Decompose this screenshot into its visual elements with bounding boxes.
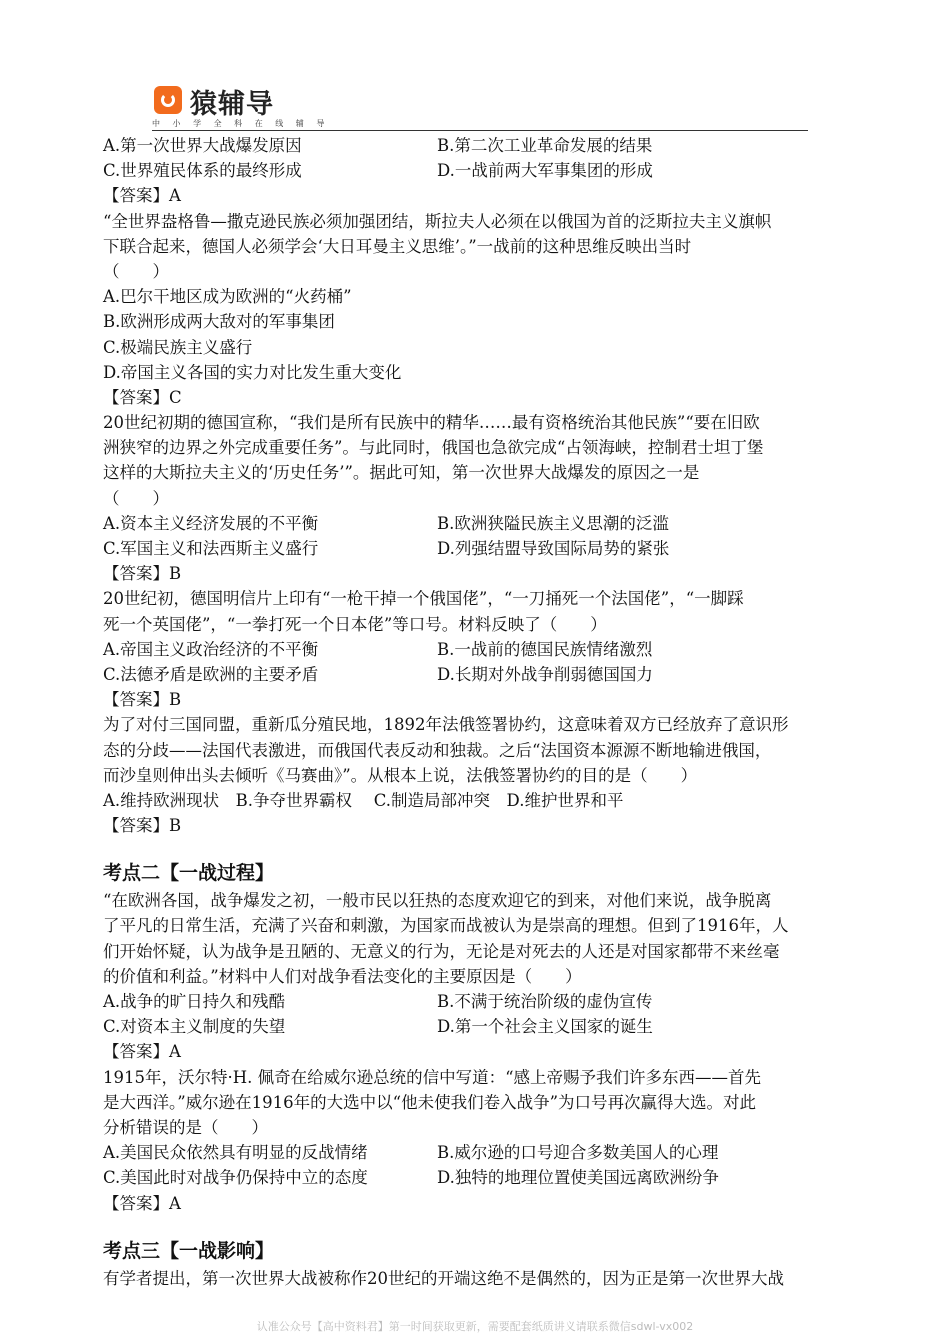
option-c: C.对资本主义制度的失望 <box>103 1017 286 1037</box>
option-a: A.帝国主义政治经济的不平衡 <box>103 639 319 659</box>
question-stem: 态的分歧——法国代表激进，而俄国代表反动和独裁。之后“法国资本源源不断地输进俄国， <box>103 740 772 760</box>
answer: 【答案】B <box>103 816 182 836</box>
option-row <box>103 158 893 183</box>
page-header <box>152 80 812 132</box>
option-a: A.资本主义经济发展的不平衡 <box>103 513 319 533</box>
question-stem: 20世纪初期的德国宣称，“我们是所有民族中的精华……最有资格统治其他民族”“要在旧欧 <box>103 413 760 433</box>
question-stem: “全世界盎格鲁—撒克逊民族必须加强团结，斯拉夫人必须在以俄国为首的泛斯拉夫主义旗帜 <box>103 211 772 231</box>
option-b: B.第二次工业革命发展的结果 <box>437 136 653 155</box>
option-b: B.不满于统治阶级的虚伪宣传 <box>437 992 653 1011</box>
option-a: A.巴尔干地区成为欧洲的“火药桶” <box>103 287 352 307</box>
option-a: A.美国民众依然具有明显的反战情绪 <box>103 1143 368 1163</box>
question-stem: 分析错误的是（ ） <box>103 1117 268 1137</box>
option-d: D.一战前两大军事集团的形成 <box>437 161 653 181</box>
option-row <box>103 133 893 158</box>
option-a: A.第一次世界大战爆发原因 <box>103 136 302 155</box>
option-b: B.欧洲形成两大敌对的军事集团 <box>103 312 335 332</box>
question-stem: （ ） <box>103 261 169 281</box>
option-b: B.欧洲狭隘民族主义思潮的泛滥 <box>437 513 669 533</box>
question-stem: “在欧洲各国，战争爆发之初，一般市民以狂热的态度欢迎它的到来，对他们来说，战争脱离 <box>103 891 772 911</box>
question-stem: 而沙皇则伸出头去倾听《马赛曲》”。从根本上说，法俄签署协约的目的是（ ） <box>103 765 698 785</box>
answer: 【答案】A <box>103 1193 181 1213</box>
option-row <box>103 1014 893 1039</box>
option-row <box>103 511 893 536</box>
option-c: C.世界殖民体系的最终形成 <box>103 161 302 181</box>
option-row <box>103 1165 893 1190</box>
option-row <box>103 662 893 687</box>
option-d: D.长期对外战争削弱德国国力 <box>437 664 653 684</box>
header-divider <box>152 130 808 131</box>
option-c: C.极端民族主义盛行 <box>103 337 253 357</box>
answer: 【答案】B <box>103 690 182 710</box>
question-stem: 了平凡的日常生活，充满了兴奋和刺激，为国家而战被认为是崇高的理想。但到了1916年，人 <box>103 916 789 936</box>
option-row <box>103 637 893 662</box>
logo-subtitle: 中 小 学 全 科 在 线 辅 导 <box>152 119 330 128</box>
option-d: D.独特的地理位置使美国远离欧洲纷争 <box>437 1168 719 1188</box>
option-c: C.法德矛盾是欧洲的主要矛盾 <box>103 664 319 684</box>
option-b: B.一战前的德国民族情绪激烈 <box>437 639 653 659</box>
question-stem: 20世纪初，德国明信片上印有“一枪干掉一个俄国佬”，“一刀捅死一个法国佬”，“一脚踩 <box>103 589 744 609</box>
question-stem: 为了对付三国同盟，重新瓜分殖民地，1892年法俄签署协约，这意味着双方已经放弃了意识形 <box>103 715 789 735</box>
answer: 【答案】A <box>103 1042 181 1062</box>
question-stem: 1915年，沃尔特·H. 佩奇在给威尔逊总统的信中写道：“感上帝赐予我们许多东西——首先 <box>103 1067 762 1087</box>
footer-watermark: 认准公众号【高中资料君】第一时间获取更新，需要配套纸质讲义请联系微信sdwl-vx002 <box>256 1320 694 1333</box>
option-row <box>103 1140 893 1165</box>
question-stem: 有学者提出，第一次世界大战被称作20世纪的开端这绝不是偶然的，因为正是第一次世界大战 <box>103 1268 784 1288</box>
question-stem: 们开始怀疑，认为战争是丑陋的、无意义的行为，无论是对死去的人还是对国家都带不来丝毫 <box>103 941 780 961</box>
section-heading: 考点二【一战过程】 <box>103 862 275 885</box>
answer: 【答案】A <box>103 186 181 206</box>
option-a: A.战争的旷日持久和残酷 <box>103 992 286 1011</box>
question-stem: 这样的大斯拉夫主义的‘历史任务’”。据此可知，第一次世界大战爆发的原因之一是 <box>103 463 700 483</box>
question-stem: 是大西洋。”威尔逊在1916年的大选中以“他未使我们卷入战争”为口号再次赢得大选。对此 <box>103 1092 757 1112</box>
document-body <box>103 133 893 1291</box>
question-stem: 死一个英国佬”，“一拳打死一个日本佬”等口号。材料反映了（ ） <box>103 614 607 634</box>
question-stem: （ ） <box>103 488 169 508</box>
spacer <box>103 838 893 852</box>
option-c: C.美国此时对战争仍保持中立的态度 <box>103 1168 368 1188</box>
answer: 【答案】C <box>103 387 182 407</box>
option-d: D.列强结盟导致国际局势的紧张 <box>437 539 670 558</box>
option-d: D.帝国主义各国的实力对比发生重大变化 <box>103 362 402 382</box>
spacer <box>103 1216 893 1230</box>
option-row: A.维持欧洲现状 B.争夺世界霸权 C.制造局部冲突 D.维护世界和平 <box>103 790 624 810</box>
option-d: D.第一个社会主义国家的诞生 <box>437 1017 653 1037</box>
question-stem: 的价值和利益。”材料中人们对战争看法变化的主要原因是（ ） <box>103 966 582 986</box>
option-row <box>103 989 893 1014</box>
option-b: B.威尔逊的口号迎合多数美国人的心理 <box>437 1143 719 1163</box>
answer: 【答案】B <box>103 564 182 584</box>
logo-text: 猿辅导 <box>190 89 274 120</box>
question-stem: 洲狭窄的边界之外完成重要任务”。与此同时，俄国也急欲完成“占领海峡，控制君士坦丁堡 <box>103 438 764 458</box>
option-c: C.军国主义和法西斯主义盛行 <box>103 539 319 558</box>
logo-icon <box>154 86 182 114</box>
question-stem: 下联合起来，德国人必须学会‘大日耳曼主义思维’。”一战前的这种思维反映出当时 <box>103 236 692 256</box>
section-heading: 考点三【一战影响】 <box>103 1239 275 1262</box>
option-row <box>103 536 893 561</box>
